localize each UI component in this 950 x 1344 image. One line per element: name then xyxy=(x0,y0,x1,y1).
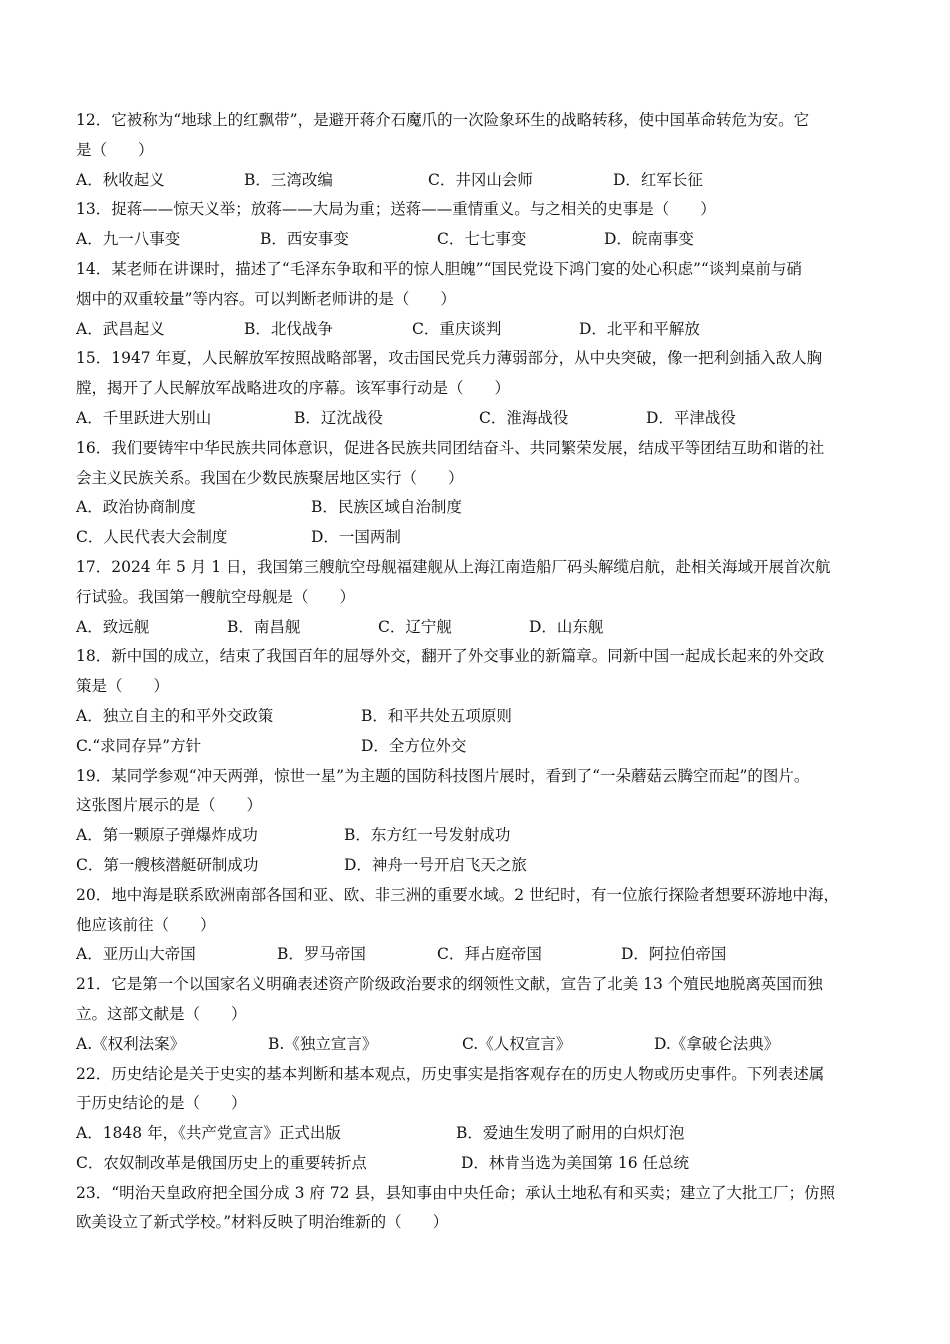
question-13-line-1: 13．捉蒋——惊天义举；放蒋——大局为重；送蒋——重情重义。与之相关的史事是（ ） xyxy=(76,200,716,219)
question-20-line-1: 20．地中海是联系欧洲南部各国和亚、欧、非三洲的重要水域。2 世纪时，有一位旅行探险者想要环游地中海， xyxy=(76,885,840,904)
question-13-option-c[interactable]: C．七七事变 xyxy=(437,230,527,249)
question-15-option-c[interactable]: C．淮海战役 xyxy=(479,408,569,427)
question-20-option-a[interactable]: A．亚历山大帝国 xyxy=(76,945,196,964)
question-23-line-1: 23．“明治天皇政府把全国分成 3 府 72 县，县知事由中央任命；承认土地私有和买卖；建立了大批工厂；仿照 xyxy=(76,1183,835,1202)
question-17-options xyxy=(76,613,876,643)
question-13-options xyxy=(76,225,876,255)
question-17-line-1: 17．2024 年 5 月 1 日，我国第三艘航空母舰福建舰从上海江南造船厂码头解缆启航，赴相关海域开展首次航 xyxy=(76,557,831,576)
question-16-option-c[interactable]: C．人民代表大会制度 xyxy=(76,528,228,547)
question-14 xyxy=(76,255,876,344)
question-19-option-d[interactable]: D．神舟一号开启飞天之旅 xyxy=(344,855,527,874)
question-14-option-d[interactable]: D．北平和平解放 xyxy=(579,319,700,338)
question-12 xyxy=(76,106,876,195)
question-14-options xyxy=(76,315,876,345)
question-20 xyxy=(76,881,876,970)
question-16 xyxy=(76,434,876,553)
question-18-option-a[interactable]: A．独立自主的和平外交政策 xyxy=(76,706,274,725)
question-14-option-a[interactable]: A．武昌起义 xyxy=(76,319,165,338)
question-15-option-b[interactable]: B．辽沈战役 xyxy=(294,408,383,427)
question-13-option-d[interactable]: D．皖南事变 xyxy=(604,230,694,249)
question-22-option-c[interactable]: C．农奴制改革是俄国历史上的重要转折点 xyxy=(76,1153,367,1172)
question-16-line-2: 会主义民族关系。我国在少数民族聚居地区实行（ ） xyxy=(76,468,464,487)
question-21-option-d[interactable]: D.《拿破仑法典》 xyxy=(654,1034,780,1053)
question-18-options-row-2 xyxy=(76,732,876,762)
question-21-option-a[interactable]: A.《权利法案》 xyxy=(76,1034,186,1053)
question-18-option-b[interactable]: B．和平共处五项原则 xyxy=(361,706,512,725)
question-13-option-b[interactable]: B．西安事变 xyxy=(260,230,349,249)
question-18-line-1: 18．新中国的成立，结束了我国百年的屈辱外交，翻开了外交事业的新篇章。同新中国一起成长起来的外交政 xyxy=(76,647,825,666)
question-19-line-1: 19．某同学参观“冲天两弹，惊世一星”为主题的国防科技图片展时，看到了“一朵蘑菇云腾空而起”的图片。 xyxy=(76,766,810,785)
question-22-option-b[interactable]: B．爱迪生发明了耐用的白炽灯泡 xyxy=(456,1124,685,1143)
question-23-line-2: 欧美设立了新式学校。”材料反映了明治维新的（ ） xyxy=(76,1213,449,1232)
question-19-option-b[interactable]: B．东方红一号发射成功 xyxy=(344,826,511,845)
question-22-options-row-2 xyxy=(76,1149,876,1179)
question-14-line-1: 14．某老师在讲课时，描述了“毛泽东争取和平的惊人胆魄”“国民党设下鸿门宴的处心积虑”“谈判桌前与硝 xyxy=(76,259,802,278)
question-19-options-row-2 xyxy=(76,851,876,881)
question-20-option-c[interactable]: C．拜占庭帝国 xyxy=(437,945,542,964)
question-23 xyxy=(76,1179,876,1239)
question-12-line-2: 是（ ） xyxy=(76,140,154,159)
question-15-option-d[interactable]: D．平津战役 xyxy=(646,408,736,427)
question-17-line-2: 行试验。我国第一艘航空母舰是（ ） xyxy=(76,587,356,606)
question-15-line-1: 15．1947 年夏，人民解放军按照战略部署，攻击国民党兵力薄弱部分，从中央突破，像一把利剑插入敌人胸 xyxy=(76,349,823,368)
question-17-option-a[interactable]: A．致远舰 xyxy=(76,617,150,636)
question-14-option-b[interactable]: B．北伐战争 xyxy=(244,319,333,338)
question-21-option-c[interactable]: C.《人权宣言》 xyxy=(462,1034,572,1053)
question-13-option-a[interactable]: A．九一八事变 xyxy=(76,230,181,249)
question-22-option-d[interactable]: D．林肯当选为美国第 16 任总统 xyxy=(461,1153,690,1172)
question-14-option-c[interactable]: C．重庆谈判 xyxy=(412,319,502,338)
question-15-options xyxy=(76,404,876,434)
question-15 xyxy=(76,344,876,433)
question-20-line-2: 他应该前往（ ） xyxy=(76,915,216,934)
question-12-option-d[interactable]: D．红军长征 xyxy=(613,170,703,189)
question-22-line-1: 22．历史结论是关于史实的基本判断和基本观点，历史事实是指客观存在的历史人物或历史事件。下列表述属 xyxy=(76,1064,825,1083)
question-22 xyxy=(76,1060,876,1179)
question-19-option-a[interactable]: A．第一颗原子弹爆炸成功 xyxy=(76,826,258,845)
question-21-line-1: 21．它是第一个以国家名义明确表述资产阶级政治要求的纲领性文献，宣告了北美 13 个殖民地脱离英国而独 xyxy=(76,975,823,994)
question-18-option-d[interactable]: D．全方位外交 xyxy=(361,736,467,755)
question-19-option-c[interactable]: C．第一艘核潜艇研制成功 xyxy=(76,855,259,874)
exam-page xyxy=(76,106,876,1238)
question-19-line-2: 这张图片展示的是（ ） xyxy=(76,796,263,815)
question-16-options-row-1 xyxy=(76,493,876,523)
question-12-option-c[interactable]: C．井冈山会师 xyxy=(428,170,533,189)
question-18-options-row-1 xyxy=(76,702,876,732)
question-12-line-1: 12．它被称为“地球上的红飘带”，是避开蒋介石魔爪的一次险象环生的战略转移，使中国革命转危为安。它 xyxy=(76,111,810,129)
question-17-option-d[interactable]: D．山东舰 xyxy=(529,617,604,636)
question-17-option-b[interactable]: B．南昌舰 xyxy=(227,617,301,636)
question-12-option-b[interactable]: B．三湾改编 xyxy=(244,170,333,189)
question-22-option-a[interactable]: A．1848 年，《共产党宣言》正式出版 xyxy=(76,1124,341,1143)
question-20-options xyxy=(76,940,876,970)
question-12-options xyxy=(76,166,876,196)
question-14-line-2: 烟中的双重较量”等内容。可以判断老师讲的是（ ） xyxy=(76,289,456,308)
question-19-options-row-1 xyxy=(76,821,876,851)
question-21 xyxy=(76,970,876,1059)
question-16-option-a[interactable]: A．政治协商制度 xyxy=(76,498,196,517)
question-18-option-c[interactable]: C.“求同存异”方针 xyxy=(76,736,202,755)
question-12-option-a[interactable]: A．秋收起义 xyxy=(76,170,165,189)
question-17-option-c[interactable]: C．辽宁舰 xyxy=(378,617,452,636)
question-22-options-row-1 xyxy=(76,1119,876,1149)
question-16-option-d[interactable]: D．一国两制 xyxy=(311,528,401,547)
question-18 xyxy=(76,642,876,761)
question-15-line-2: 膛，揭开了人民解放军战略进攻的序幕。该军事行动是（ ） xyxy=(76,379,511,398)
question-19 xyxy=(76,762,876,881)
question-13 xyxy=(76,195,876,255)
question-20-option-b[interactable]: B．罗马帝国 xyxy=(277,945,366,964)
question-16-options-row-2 xyxy=(76,523,876,553)
question-16-option-b[interactable]: B．民族区域自治制度 xyxy=(311,498,462,517)
question-21-option-b[interactable]: B.《独立宣言》 xyxy=(268,1034,378,1053)
question-16-line-1: 16．我们要铸牢中华民族共同体意识，促进各民族共同团结奋斗、共同繁荣发展，结成平等团结互助和谐的社 xyxy=(76,438,825,457)
question-20-option-d[interactable]: D．阿拉伯帝国 xyxy=(621,945,727,964)
question-22-line-2: 于历史结论的是（ ） xyxy=(76,1094,247,1113)
question-18-line-2: 策是（ ） xyxy=(76,677,170,696)
question-21-options xyxy=(76,1030,876,1060)
question-15-option-a[interactable]: A．千里跃进大别山 xyxy=(76,408,212,427)
question-17 xyxy=(76,553,876,642)
question-21-line-2: 立。这部文献是（ ） xyxy=(76,1004,247,1023)
